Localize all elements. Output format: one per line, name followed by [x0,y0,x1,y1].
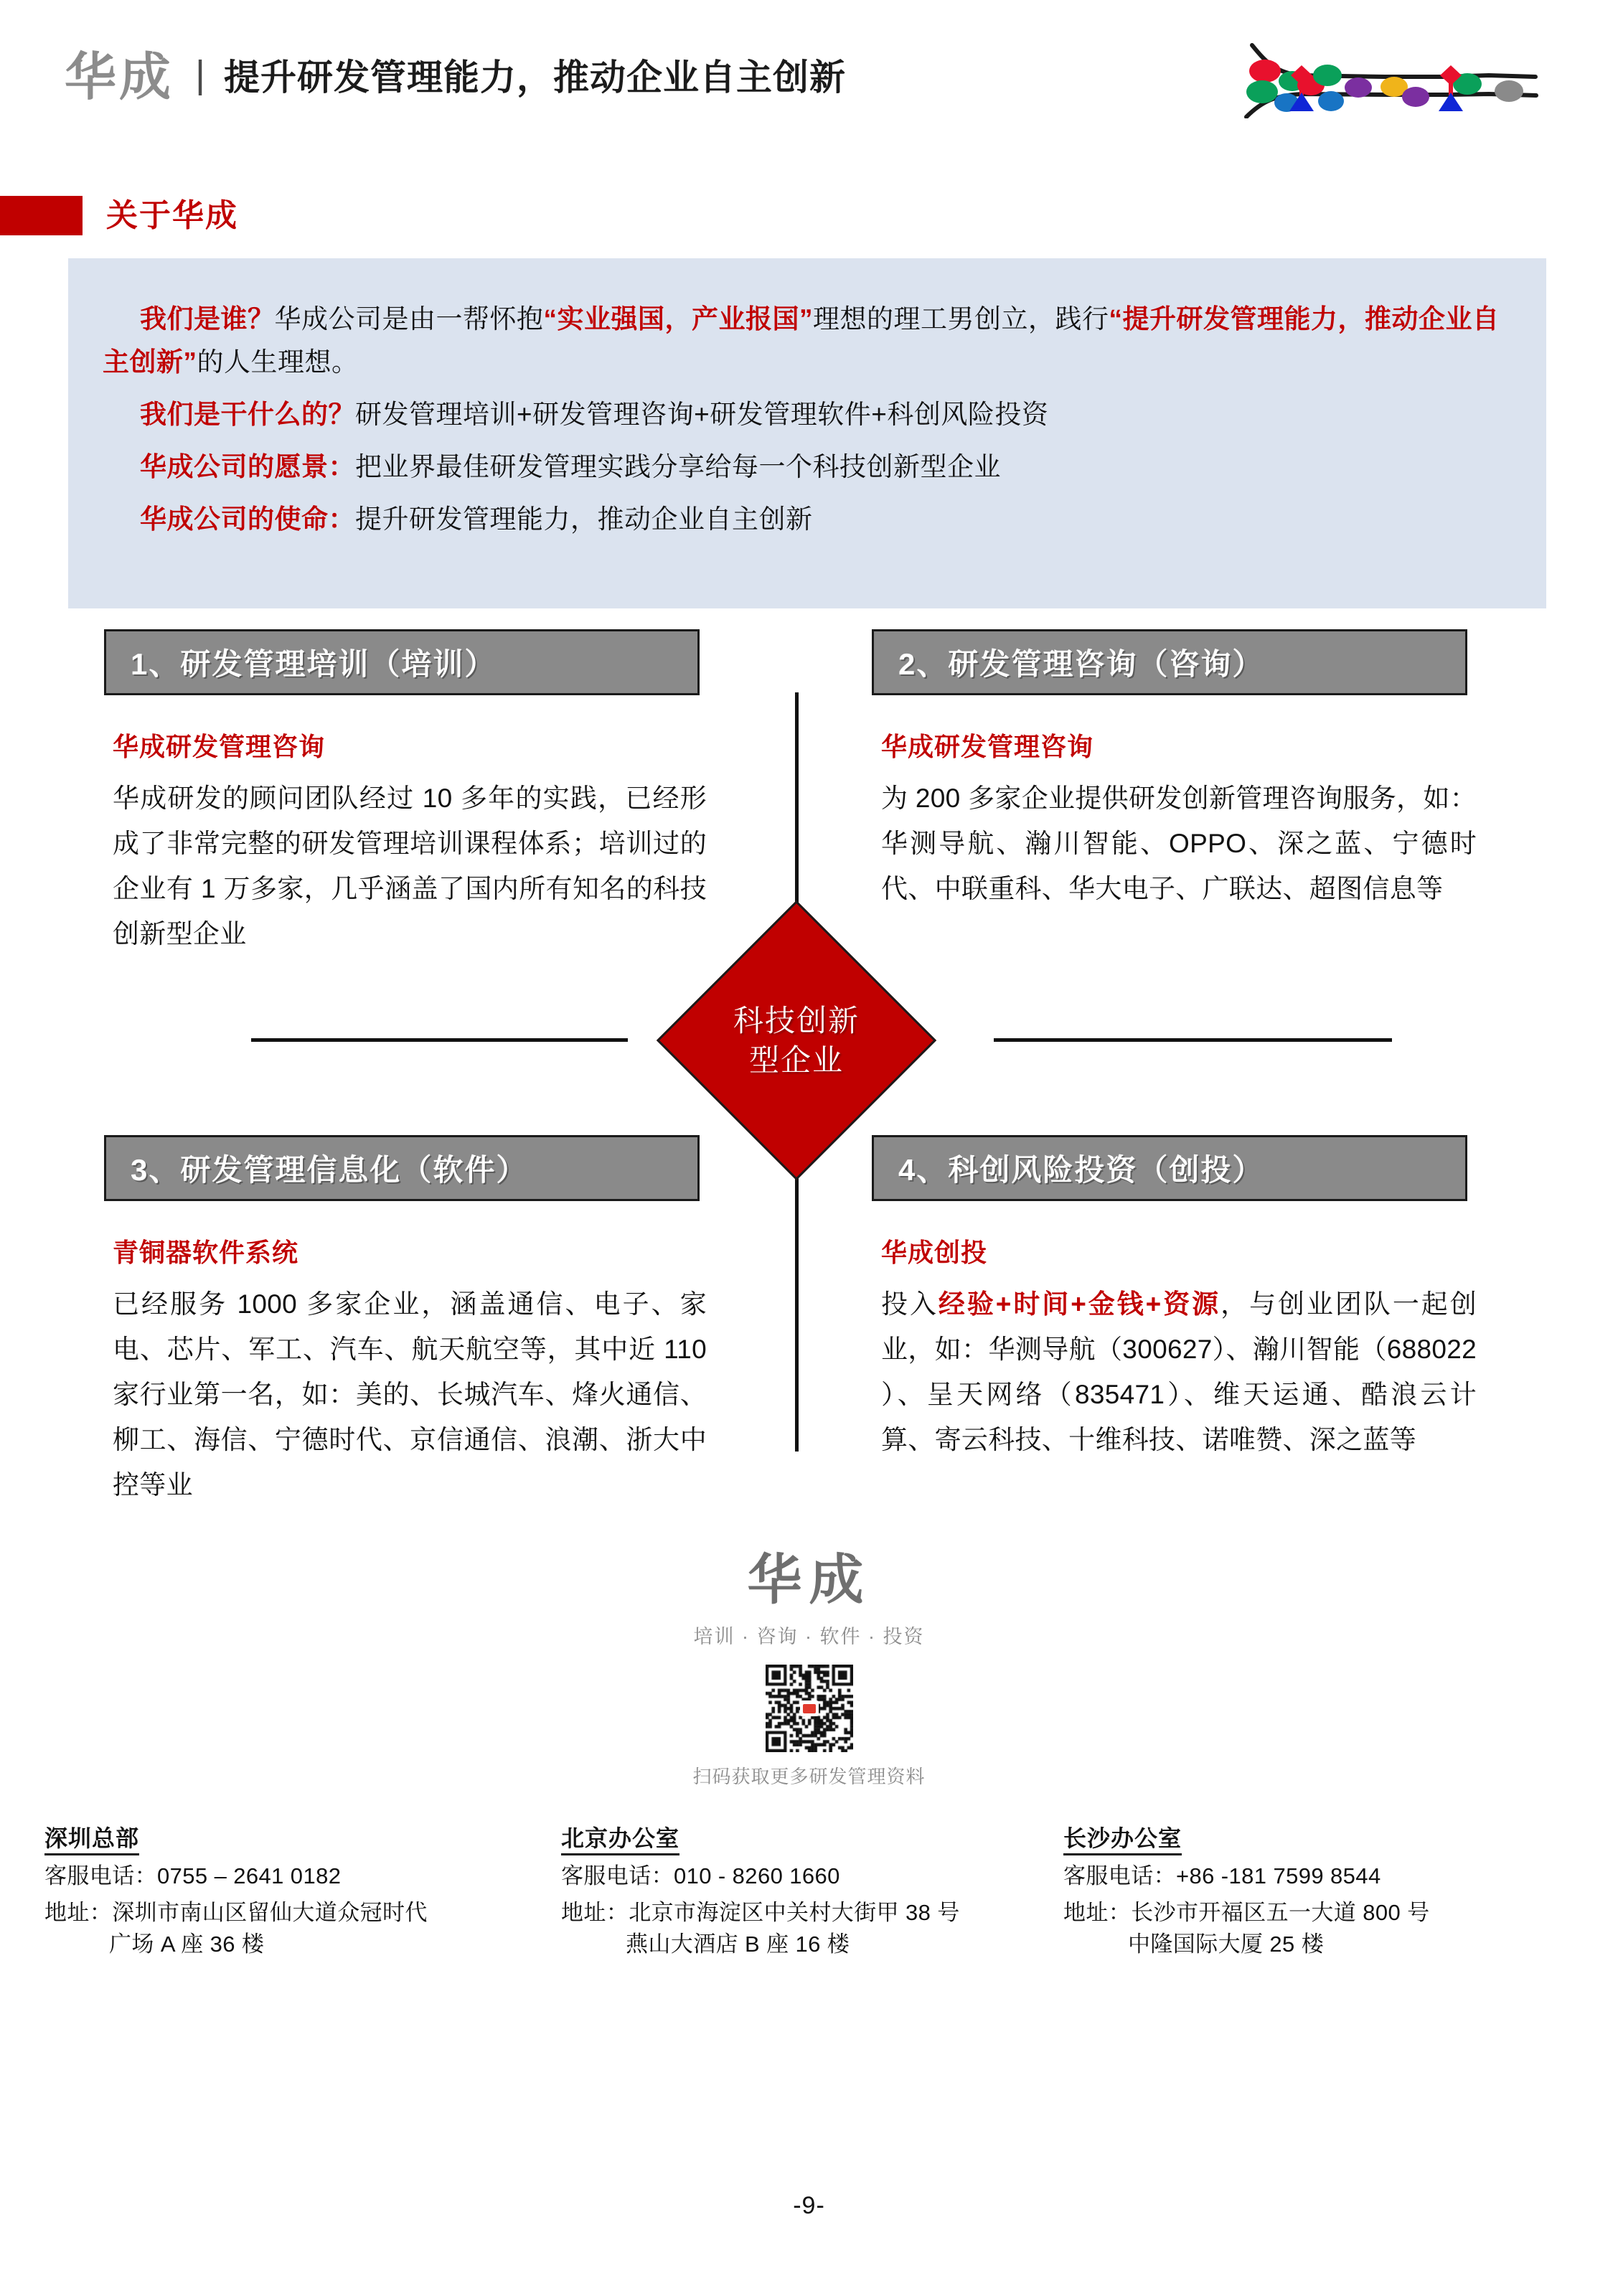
intro-who-label: 我们是谁？ [140,304,275,334]
quadrant-1-text: 华成研发的顾问团队经过 10 多年的实践，已经形成了非常完整的研发管理培训课程体系；培训过的企业有 1 万多家，几乎涵盖了国内所有知名的科技创新型企业 [113,784,707,949]
quadrant-4-text [881,1282,1477,1463]
quadrant-diagram [0,621,1618,1539]
office-2-name: 长沙办公室 [1063,1826,1182,1855]
intro-mission-line [103,498,1512,541]
roadmap-dots-logo-icon [1231,39,1539,118]
intro-what-label: 我们是干什么的？ [140,399,355,429]
divider-horizontal-right [994,1038,1392,1042]
office-2-phone: 客服电话：+86 -181 7599 8544 [1063,1863,1381,1889]
page-header [0,0,1618,169]
intro-what-text: 研发管理培训+研发管理咨询+研发管理软件+科创风险投资 [355,399,1049,429]
intro-vision-label: 华成公司的愿景： [140,451,355,481]
brand-name: 华成 [65,49,174,106]
intro-vision-text: 把业界最佳研发管理实践分享给每一个科技创新型企业 [355,451,1001,481]
quadrant-header-4-label: 4、科创风险投资（创投） [898,1153,1264,1187]
quadrant-header-3 [104,1135,700,1201]
intro-panel [68,258,1546,608]
header-brand-row [65,49,847,106]
office-1-phone: 客服电话：010 - 8260 1660 [561,1863,840,1889]
header-slogan: 提升研发管理能力，推动企业自主创新 [224,57,847,98]
office-card-changsha [1063,1826,1566,1960]
intro-who-text-1: 华成公司是由一帮怀抱 [274,304,544,334]
quadrant-header-1-label: 1、研发管理培训（培训） [131,647,497,681]
office-contacts [0,1826,1618,2005]
quadrant-header-1 [104,629,700,695]
section-title: 关于华成 [106,197,238,233]
office-2-address-cont: 中隆国际大厦 25 楼 [1128,1932,1325,1957]
center-diamond-line-1: 科技创新 [733,1003,860,1038]
quadrant-4-text-highlight: 经验+时间+金钱+资源 [938,1289,1221,1319]
office-card-shenzhen [44,1826,547,1960]
quadrant-header-4 [872,1135,1467,1201]
quadrant-body-2 [881,727,1477,912]
qr-code-caption: 扫码获取更多研发管理资料 [692,1766,926,1787]
quadrant-3-subtitle: 青铜器软件系统 [113,1238,299,1267]
footer-brand-name: 华成 [747,1550,871,1611]
brand-separator: | [195,53,206,96]
intro-mission-label: 华成公司的使命： [140,504,355,534]
intro-who-text-2: 理想的理工男创立，践行 [813,304,1109,334]
office-2-address: 地址：长沙市开福区五一大道 800 号 [1063,1900,1430,1926]
office-card-beijing [561,1826,1063,1960]
divider-horizontal-left [251,1038,628,1042]
quadrant-4-subtitle: 华成创投 [881,1238,988,1267]
quadrant-body-4 [881,1233,1477,1463]
section-header [0,196,238,235]
intro-mission-text: 提升研发管理能力，推动企业自主创新 [355,504,813,534]
intro-who-text-3: 的人生理想。 [197,347,359,377]
quadrant-2-subtitle: 华成研发管理咨询 [881,732,1094,761]
quadrant-header-2-label: 2、研发管理咨询（咨询） [898,647,1264,681]
quadrant-4-text-prefix: 投入 [881,1289,939,1319]
qr-code[interactable] [766,1665,853,1752]
office-0-address: 地址：深圳市南山区留仙大道众冠时代 [44,1900,428,1926]
office-0-phone: 客服电话：0755 – 2641 0182 [44,1863,342,1889]
quadrant-4-text-rest: ，与创业团队一起创业，如：华测导航（300627）、瀚川智能（688022 ）、呈天网络（835471）、维天运通、酷浪云计算、寄云科技、十维科技、诺唯赞、深之蓝等 [881,1289,1477,1454]
intro-vision-line [103,446,1512,489]
intro-who-quote-2: “提升研发管理能力，推动企业自主创新” [103,304,1500,377]
center-diamond-label [657,900,936,1180]
office-0-name: 深圳总部 [44,1826,139,1855]
quadrant-1-subtitle: 华成研发管理咨询 [113,732,326,761]
center-diamond [657,900,936,1180]
quadrant-body-1 [113,727,707,957]
quadrant-body-3 [113,1233,707,1507]
quadrant-header-3-label: 3、研发管理信息化（软件） [131,1153,528,1187]
intro-what-line [103,393,1512,436]
footer-brand-tagline: 培训 · 咨询 · 软件 · 投资 [693,1626,925,1647]
quadrant-header-2 [872,629,1467,695]
intro-who-quote-1: “实业强国，产业报国” [543,304,813,334]
office-1-address-cont: 燕山大酒店 B 座 16 楼 [626,1932,850,1957]
intro-who-line [103,298,1512,384]
quadrant-2-text: 为 200 多家企业提供研发创新管理咨询服务，如：华测导航、瀚川智能、OPPO、深之蓝、宁德时代、中联重科、华大电子、广联达、超图信息等 [881,784,1477,903]
office-1-name: 北京办公室 [561,1826,679,1855]
quadrant-3-text: 已经服务 1000 多家企业，涵盖通信、电子、家电、芯片、军工、汽车、航天航空等，其中近 110 家行业第一名，如：美的、长城汽车、烽火通信、柳工、海信、宁德时代、京信通信、浪潮、浙大中控等业 [113,1289,707,1500]
office-0-address-cont: 广场 A 座 36 楼 [109,1932,265,1957]
center-diamond-line-2: 型企业 [748,1043,844,1077]
qr-code-center-logo [800,1700,819,1716]
section-accent-block [0,196,83,235]
footer-brand-block [0,1550,1618,1789]
office-1-address: 地址：北京市海淀区中关村大街甲 38 号 [561,1900,960,1926]
page-number: -9- [793,2192,825,2219]
